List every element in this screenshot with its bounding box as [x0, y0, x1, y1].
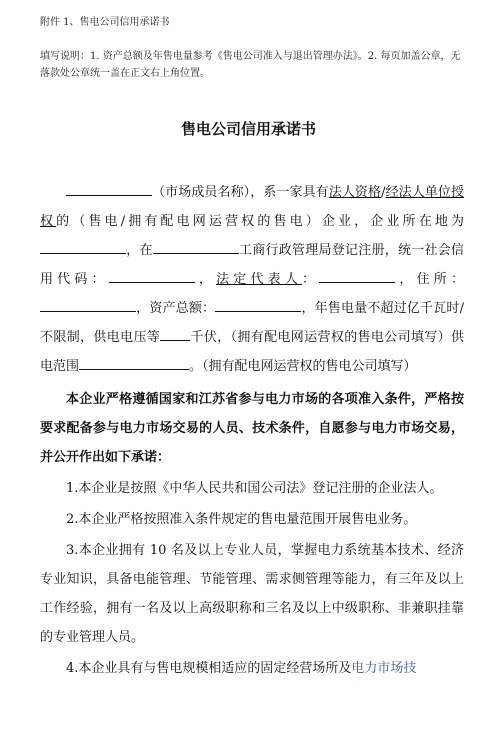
intro-text: ，住所： [395, 272, 464, 287]
item-4-tail-text: 电力市场技 [351, 661, 417, 676]
commitment-item-1: 1.本企业是按照《中华人民共和国公司法》登记注册的企业法人。 [66, 481, 443, 496]
blank-total-assets[interactable] [215, 299, 301, 312]
commitment-statement: 本企业严格遵循国家和江苏省参与电力市场的各项准入条件，严格按要求配备参与电力市场交易的人员、技术条件，自愿参与电力市场交易，并公开作出如下承诺： [40, 392, 464, 465]
intro-slash: / [381, 185, 386, 200]
blank-supply-area[interactable] [79, 357, 189, 370]
attachment-label: 附件 1、售电公司信用承诺书 [40, 17, 170, 28]
blank-member-name[interactable] [66, 183, 152, 196]
intro-text: ， [194, 272, 217, 287]
blank-voltage-level[interactable] [160, 328, 190, 341]
intro-text: ，资产总额： [136, 301, 216, 316]
blank-legal-representative[interactable] [319, 270, 395, 283]
intro-text: 工商行政管理局登记注册，统一社会信用代码： [40, 243, 464, 287]
intro-text: 千伏，（拥有配电网运营权的售电公司填写）供电范围 [40, 330, 464, 374]
intro-text: 的（售电/拥有配电网运营权的售电）企业，企业所在地为 [56, 214, 464, 229]
legal-representative-label: 法定代表人 [216, 272, 303, 287]
fill-instructions: 填写说明：1. 资产总额及年售电量参考《售电公司准入与退出管理办法》。2. 每页加盖公章，无落款处公章统一盖在正文右上角位置。 [40, 51, 461, 79]
intro-text: （市场成员名称），系一家具有 [152, 185, 329, 200]
commitment-item-4 [40, 654, 464, 683]
blank-address[interactable] [40, 299, 136, 312]
commitment-item-2: 2.本企业严格按照准入条件规定的售电量范围开展售电业务。 [66, 512, 417, 527]
authorized-by-legal-unit: 经法人单位授权 [40, 185, 464, 229]
blank-credit-code[interactable] [109, 270, 195, 283]
intro-paragraph [40, 178, 464, 381]
blank-location[interactable] [40, 241, 126, 254]
intro-text: ，在 [126, 243, 153, 258]
intro-text: 。（拥有配电网运营权的售电公司填写） [189, 359, 417, 374]
intro-text: ： [302, 272, 320, 287]
legal-qualification: 法人资格 [328, 185, 382, 200]
document-title: 售电公司信用承诺书 [180, 120, 316, 138]
item-4-text: 4.本企业具有与售电规模相适应的固定经营场所及 [66, 661, 352, 676]
intro-text: ，年售电量不超过亿千瓦时/不限制，供电电压等 [40, 301, 464, 345]
document-body [40, 178, 464, 683]
commitment-item-3: 3.本企业拥有 10 名及以上专业人员，掌握电力系统基本技术、经济专业知识，具备电能管理、节能管理、需求侧管理等能力，有三年及以上工作经验，拥有一名及以上高级职称和三名及以上中级职称、非兼职挂靠的专业管理人员。 [40, 543, 464, 645]
blank-registry-bureau[interactable] [153, 241, 239, 254]
